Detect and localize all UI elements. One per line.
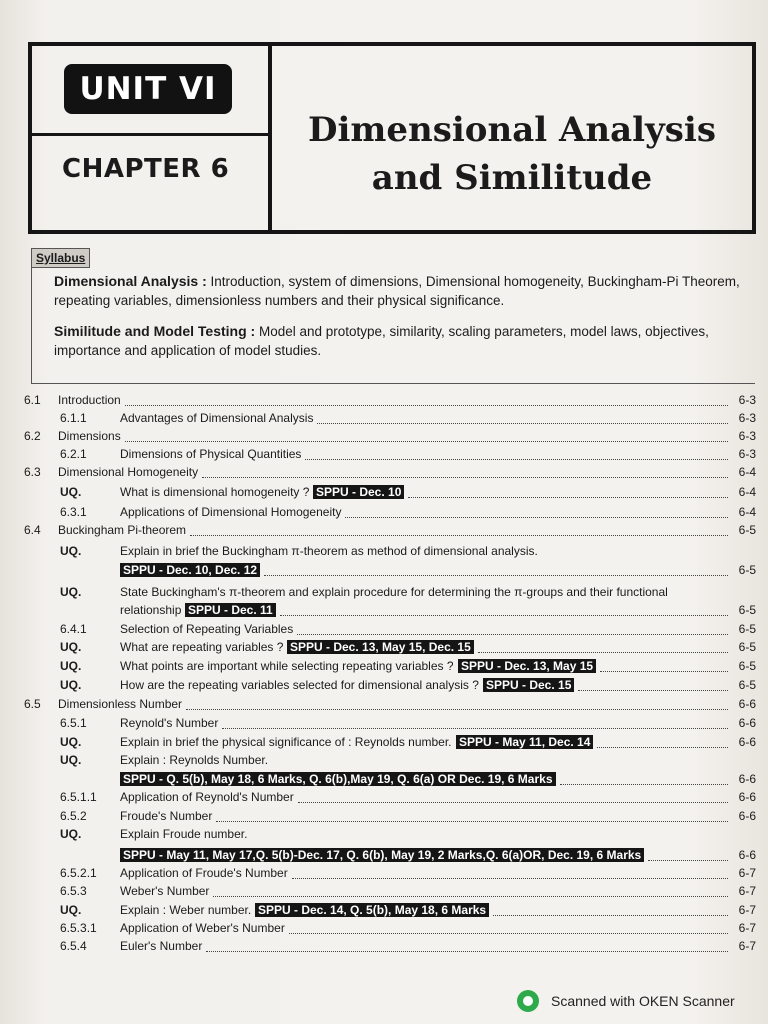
toc-leader-dots	[213, 886, 728, 897]
sppu-exam-tag: SPPU - Dec. 13, May 15, Dec. 15	[287, 640, 474, 654]
toc-title: Applications of Dimensional Homogeneity	[120, 505, 342, 519]
chapter-title-line2: and Similitude	[371, 158, 653, 198]
toc-title: Introduction	[58, 393, 121, 407]
toc-leader-dots	[408, 487, 728, 498]
toc-number: UQ.	[60, 827, 82, 841]
toc-number: 6.5.2	[60, 809, 87, 823]
toc-leader-dots	[478, 642, 728, 653]
toc-leader-dots	[190, 525, 728, 536]
toc-number: UQ.	[60, 585, 82, 599]
sppu-exam-tag: SPPU - May 11, May 17,Q. 5(b)-Dec. 17, Q. 6(b), May 19, 2 Marks,Q. 6(a)OR, Dec. 19, 6 Marks	[120, 848, 644, 862]
syllabus-dimensional-analysis	[54, 272, 744, 310]
toc-row[interactable]	[0, 622, 768, 640]
toc-row[interactable]	[0, 772, 768, 790]
toc-title: How are the repeating variables selected for dimensional analysis ?	[120, 678, 479, 692]
toc-page-number: 6-5	[738, 563, 756, 577]
toc-number: 6.2.1	[60, 447, 87, 461]
unit-panel	[32, 46, 268, 136]
toc-page-number: 6-7	[738, 921, 756, 935]
toc-number: 6.1	[24, 393, 41, 407]
chapter-title-line1: Dimensional Analysis	[308, 110, 716, 150]
header-title-panel	[272, 46, 752, 230]
toc-title: Explain : Reynolds Number.	[120, 753, 269, 767]
toc-row[interactable]	[0, 809, 768, 827]
sppu-exam-tag: SPPU - Dec. 11	[185, 603, 276, 617]
toc-page-number: 6-4	[738, 485, 756, 499]
toc-leader-dots	[317, 413, 728, 424]
toc-row[interactable]	[0, 735, 768, 753]
syllabus-para1-text: Introduction, system of dimensions, Dimensional homogeneity, Buckingham-Pi Theorem, repeating variables, dimensionless numbers and their physical significance.	[54, 274, 740, 308]
toc-title: Explain in brief the physical significance of : Reynolds number.	[120, 735, 452, 749]
syllabus-box	[31, 266, 755, 384]
toc-leader-dots	[648, 850, 728, 861]
toc-title: Application of Reynold's Number	[120, 790, 294, 804]
toc-row[interactable]	[0, 716, 768, 734]
toc-row[interactable]	[0, 678, 768, 696]
toc-page-number: 6-7	[738, 866, 756, 880]
toc-page-number: 6-6	[738, 697, 756, 711]
toc-leader-dots	[493, 905, 728, 916]
toc-leader-dots	[222, 718, 728, 729]
toc-row[interactable]	[0, 659, 768, 677]
toc-number: UQ.	[60, 544, 82, 558]
toc-page-number: 6-7	[738, 939, 756, 953]
toc-leader-dots	[305, 449, 728, 460]
toc-row[interactable]	[0, 866, 768, 884]
toc-row[interactable]	[0, 485, 768, 503]
chapter-title	[272, 106, 752, 202]
toc-page-number: 6-5	[738, 640, 756, 654]
toc-title: Dimensional Homogeneity	[58, 465, 199, 479]
toc-page-number: 6-4	[738, 465, 756, 479]
toc-row[interactable]	[0, 921, 768, 939]
syllabus-para2-head: Similitude and Model Testing :	[54, 323, 256, 339]
toc-page-number: 6-3	[738, 429, 756, 443]
toc-title: Application of Weber's Number	[120, 921, 285, 935]
toc-leader-dots	[216, 811, 728, 822]
toc-number: 6.5.1	[60, 716, 87, 730]
toc-number: 6.4	[24, 523, 41, 537]
toc-number: UQ.	[60, 678, 82, 692]
toc-number: 6.1.1	[60, 411, 87, 425]
toc-page-number: 6-5	[738, 622, 756, 636]
scanner-logo-icon	[517, 990, 539, 1012]
sppu-exam-tag: SPPU - Dec. 10	[313, 485, 404, 499]
toc-row[interactable]	[0, 393, 768, 411]
chapter-label: CHAPTER 6	[62, 154, 230, 184]
sppu-exam-tag: SPPU - Q. 5(b), May 18, 6 Marks, Q. 6(b),May 19, Q. 6(a) OR Dec. 19, 6 Marks	[120, 772, 556, 786]
toc-page-number: 6-6	[738, 772, 756, 786]
toc-title: Dimensions of Physical Quantities	[120, 447, 302, 461]
toc-number: 6.5.1.1	[60, 790, 97, 804]
sppu-exam-tag: SPPU - May 11, Dec. 14	[456, 735, 593, 749]
toc-leader-dots	[292, 868, 728, 879]
toc-number: 6.5.4	[60, 939, 87, 953]
toc-leader-dots	[206, 941, 728, 952]
toc-leader-dots	[297, 624, 728, 635]
toc-title: relationship	[120, 603, 182, 617]
toc-row[interactable]	[0, 563, 768, 581]
toc-page-number: 6-5	[738, 678, 756, 692]
toc-number: 6.5.2.1	[60, 866, 97, 880]
toc-page-number: 6-7	[738, 884, 756, 898]
toc-row[interactable]	[0, 640, 768, 658]
toc-title: Weber's Number	[120, 884, 210, 898]
toc-number: UQ.	[60, 640, 82, 654]
toc-row[interactable]	[0, 411, 768, 429]
toc-leader-dots	[202, 467, 728, 478]
sppu-exam-tag: SPPU - Dec. 14, Q. 5(b), May 18, 6 Marks	[255, 903, 489, 917]
toc-page-number: 6-6	[738, 790, 756, 804]
scanner-text: Scanned with OKEN Scanner	[551, 993, 735, 1009]
toc-title: Buckingham Pi-theorem	[58, 523, 187, 537]
sppu-exam-tag: SPPU - Dec. 15	[483, 678, 574, 692]
toc-row[interactable]	[0, 848, 768, 866]
toc-title: Reynold's Number	[120, 716, 219, 730]
sppu-exam-tag: SPPU - Dec. 10, Dec. 12	[120, 563, 260, 577]
unit-badge: UNIT VI	[64, 64, 232, 114]
toc-number: 6.3.1	[60, 505, 87, 519]
toc-page-number: 6-6	[738, 716, 756, 730]
toc-leader-dots	[289, 923, 728, 934]
syllabus-para1-head: Dimensional Analysis :	[54, 273, 207, 289]
toc-leader-dots	[125, 431, 728, 442]
toc-leader-dots	[280, 605, 728, 616]
sppu-exam-tag: SPPU - Dec. 13, May 15	[458, 659, 596, 673]
toc-page-number: 6-5	[738, 659, 756, 673]
toc-title: Euler's Number	[120, 939, 203, 953]
toc-number: UQ.	[60, 659, 82, 673]
toc-row[interactable]	[0, 523, 768, 541]
toc-number: 6.5.3	[60, 884, 87, 898]
toc-title: Dimensions	[58, 429, 121, 443]
toc-row[interactable]	[0, 697, 768, 715]
toc-title: Explain : Weber number.	[120, 903, 252, 917]
toc-number: 6.5.3.1	[60, 921, 97, 935]
toc-title: Selection of Repeating Variables	[120, 622, 294, 636]
toc-page-number: 6-6	[738, 735, 756, 749]
toc-page-number: 6-4	[738, 505, 756, 519]
toc-page-number: 6-3	[738, 393, 756, 407]
toc-row[interactable]	[0, 585, 768, 603]
toc-page-number: 6-6	[738, 848, 756, 862]
toc-page-number: 6-3	[738, 411, 756, 425]
toc-leader-dots	[186, 699, 728, 710]
toc-leader-dots	[597, 737, 728, 748]
toc-row[interactable]	[0, 447, 768, 465]
toc-title: What points are important while selecting repeating variables ?	[120, 659, 454, 673]
toc-title: Explain Froude number.	[120, 827, 248, 841]
toc-row[interactable]	[0, 753, 768, 771]
toc-number: UQ.	[60, 903, 82, 917]
toc-row[interactable]	[0, 544, 768, 562]
chapter-header	[28, 42, 756, 234]
toc-page-number: 6-3	[738, 447, 756, 461]
toc-title: State Buckingham's π-theorem and explain procedure for determining the π-groups and their functional	[120, 585, 668, 599]
syllabus-para2-text: Model and prototype, similarity, scaling parameters, model laws, objectives, importance and application of model studies.	[54, 324, 709, 358]
toc-row[interactable]	[0, 903, 768, 921]
toc-leader-dots	[345, 507, 728, 518]
toc-leader-dots	[264, 565, 728, 576]
scanner-watermark	[517, 990, 735, 1012]
toc-number: 6.4.1	[60, 622, 87, 636]
syllabus-tag: Syllabus	[31, 248, 90, 268]
toc-title: Explain in brief the Buckingham π-theorem as method of dimensional analysis.	[120, 544, 538, 558]
toc-title: Advantages of Dimensional Analysis	[120, 411, 314, 425]
toc-title: Froude's Number	[120, 809, 213, 823]
toc-number: UQ.	[60, 753, 82, 767]
toc-page-number: 6-5	[738, 523, 756, 537]
syllabus-similitude	[54, 322, 744, 360]
toc-row[interactable]	[0, 505, 768, 523]
toc-number: UQ.	[60, 485, 82, 499]
toc-number: UQ.	[60, 735, 82, 749]
toc-page-number: 6-6	[738, 809, 756, 823]
toc-row[interactable]	[0, 465, 768, 483]
toc-row[interactable]	[0, 603, 768, 621]
toc-page-number: 6-7	[738, 903, 756, 917]
toc-leader-dots	[578, 680, 728, 691]
header-left-panel	[32, 46, 272, 230]
toc-page-number: 6-5	[738, 603, 756, 617]
toc-leader-dots	[600, 661, 728, 672]
toc-title: Dimensionless Number	[58, 697, 183, 711]
toc-row[interactable]	[0, 790, 768, 808]
toc-number: 6.5	[24, 697, 41, 711]
toc-number: 6.2	[24, 429, 41, 443]
toc-leader-dots	[298, 792, 728, 803]
toc-leader-dots	[125, 395, 728, 406]
toc-row[interactable]	[0, 827, 768, 845]
toc-leader-dots	[560, 774, 728, 785]
toc-row[interactable]	[0, 884, 768, 902]
toc-title: Application of Froude's Number	[120, 866, 288, 880]
toc-number: 6.3	[24, 465, 41, 479]
toc-row[interactable]	[0, 429, 768, 447]
toc-title: What are repeating variables ?	[120, 640, 284, 654]
toc-title: What is dimensional homogeneity ?	[120, 485, 310, 499]
toc-row[interactable]	[0, 939, 768, 957]
